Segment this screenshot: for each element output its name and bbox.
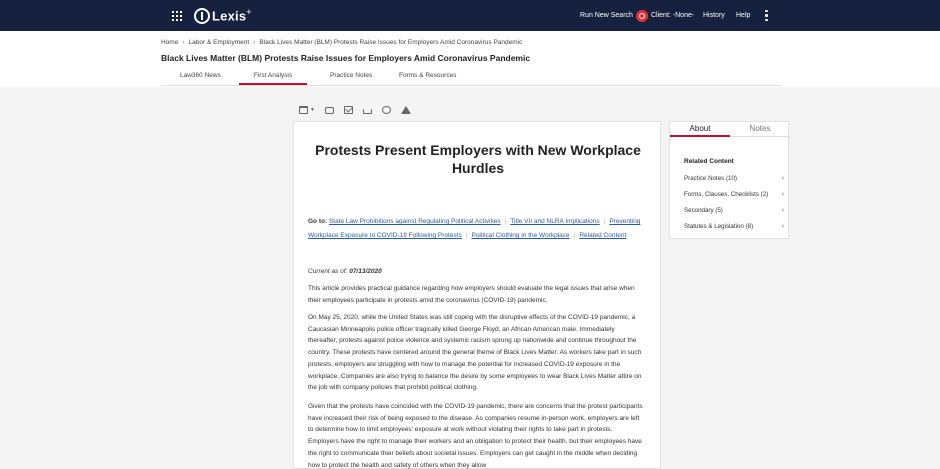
top-navigation-bar bbox=[0, 0, 940, 31]
help-link[interactable]: Help bbox=[736, 12, 751, 19]
chevron-right-icon: › bbox=[781, 191, 784, 198]
google-drive-icon[interactable] bbox=[401, 106, 411, 114]
search-icon bbox=[636, 10, 648, 22]
apps-grid-icon[interactable] bbox=[172, 11, 182, 21]
separator: | bbox=[603, 218, 606, 225]
related-content-heading: Related Content bbox=[684, 158, 734, 165]
separator: | bbox=[504, 218, 507, 225]
paragraph-intro: This article provides practical guidance regarding how employers should evaluate the legal issues that arise when their employees participate in protests amid the coronavirus (COVID-19) pandemic. bbox=[308, 285, 635, 304]
goto-link-related-content[interactable]: Related Content bbox=[579, 232, 627, 239]
document-panel bbox=[293, 121, 661, 469]
goto-link-state-law[interactable]: State Law Prohibitions against Regulating Political Activities bbox=[328, 218, 501, 225]
goto-link-title-vii[interactable]: Title VII and NLRA Implications bbox=[510, 218, 600, 225]
related-item-label: Practice Notes (10) bbox=[684, 175, 737, 182]
breadcrumb-separator: › bbox=[253, 39, 256, 46]
related-item-label: Statutes & Legislation (8) bbox=[684, 223, 754, 230]
current-as-of-label: Current as of: bbox=[308, 268, 348, 275]
download-icon[interactable] bbox=[363, 109, 372, 114]
separator: | bbox=[573, 232, 576, 239]
email-icon[interactable] bbox=[344, 106, 353, 114]
breadcrumb-current: Black Lives Matter (BLM) Protests Raise Issues for Employers Amid Coronavirus Pandemic bbox=[259, 39, 523, 46]
document-title: Protests Present Employers with New Workplace Hurdles bbox=[315, 142, 641, 176]
history-link[interactable]: History bbox=[703, 12, 725, 19]
related-item-statutes[interactable] bbox=[684, 223, 784, 230]
current-as-of-date: 07/13/2020 bbox=[349, 268, 382, 275]
print-icon[interactable] bbox=[325, 107, 334, 114]
chevron-right-icon: › bbox=[781, 175, 784, 182]
tab-notes[interactable]: Notes bbox=[749, 124, 771, 133]
goto-navigation bbox=[308, 215, 648, 243]
page-title: Black Lives Matter (BLM) Protests Raise Issues for Employers Amid Coronavirus Pandemic bbox=[161, 53, 531, 63]
side-panel bbox=[669, 121, 789, 239]
paragraph-background: On May 25, 2020, while the United States was still coping with the disruptive effects of the COVID-19 pandemic, a Caucasian Minneapolis police officer tragically killed George Floyd, an African American male. Immediately thereafter, protests against police violence and systemic racism sprung up nationwide and continue throughout the country. These protests have centered around the general theme of Black Lives Matter. As workers take part in such protests, employers are struggling with how to manage the potential for increased COVID-19 exposure in the workplace. Companies are also trying to balance the desire by some employees to wear Black Lives Matter attire on the job with company policies that prohibit political clothing. bbox=[308, 314, 642, 392]
tab-practice-notes[interactable]: Practice Notes bbox=[330, 72, 373, 79]
side-panel-tabs bbox=[670, 122, 790, 137]
tab-first-analysis[interactable]: First Analysis bbox=[239, 72, 307, 85]
breadcrumb-home[interactable]: Home bbox=[161, 39, 179, 46]
tab-forms-resources[interactable]: Forms & Resources bbox=[399, 72, 457, 79]
breadcrumb-separator: › bbox=[182, 39, 185, 46]
content-tabs bbox=[161, 69, 781, 86]
related-item-practice-notes[interactable] bbox=[684, 175, 784, 182]
related-item-label: Secondary (5) bbox=[684, 207, 723, 214]
document-toolbar bbox=[299, 104, 411, 116]
related-item-label: Forms, Clauses, Checklists (2) bbox=[684, 191, 769, 198]
run-new-search-label: Run New Search bbox=[580, 12, 633, 19]
dropbox-icon[interactable] bbox=[382, 106, 391, 114]
goto-label: Go to: bbox=[308, 218, 328, 225]
run-new-search-button[interactable] bbox=[580, 0, 648, 31]
chevron-down-icon[interactable]: ▼ bbox=[310, 107, 315, 113]
more-options-icon[interactable] bbox=[765, 0, 768, 31]
brand-name: Lexis+ bbox=[212, 7, 252, 24]
related-item-secondary[interactable] bbox=[684, 207, 784, 214]
lexis-logo[interactable] bbox=[194, 7, 252, 24]
tab-law360-news[interactable]: Law360 News bbox=[180, 72, 221, 79]
current-as-of bbox=[308, 268, 382, 275]
goto-link-political-clothing[interactable]: Political Clothing in the Workplace bbox=[471, 232, 570, 239]
tab-about[interactable]: About bbox=[670, 124, 730, 137]
separator: | bbox=[465, 232, 468, 239]
breadcrumb-labor-employment[interactable]: Labor & Employment bbox=[188, 39, 250, 46]
chevron-right-icon: › bbox=[781, 223, 784, 230]
goto-link-preventing-exposure[interactable]: Preventing Workplace Exposure to COVID-19 Following Protests bbox=[308, 218, 641, 239]
paragraph-concerns: Given that the protests have coincided with the COVID-19 pandemic, there are concerns that the protest participants have increased their risk of being exposed to the disease. As companies resume in-person work, employers are left to determine how to limit employees' exposure at work without violating their rights to take part in protests. Employers have the right to manage their workers and an obligation to protect their health, but their employees have the right to communicate their beliefs about societal issues. Employers can get caught in the middle when deciding how to protect the health and safety of others when they allow bbox=[308, 403, 643, 469]
related-item-forms[interactable] bbox=[684, 191, 784, 198]
lexis-logo-icon bbox=[194, 8, 210, 24]
chevron-right-icon: › bbox=[781, 207, 784, 214]
breadcrumb bbox=[161, 39, 522, 46]
folder-icon[interactable] bbox=[299, 106, 308, 114]
client-selector[interactable]: Client: -None- bbox=[651, 12, 695, 19]
